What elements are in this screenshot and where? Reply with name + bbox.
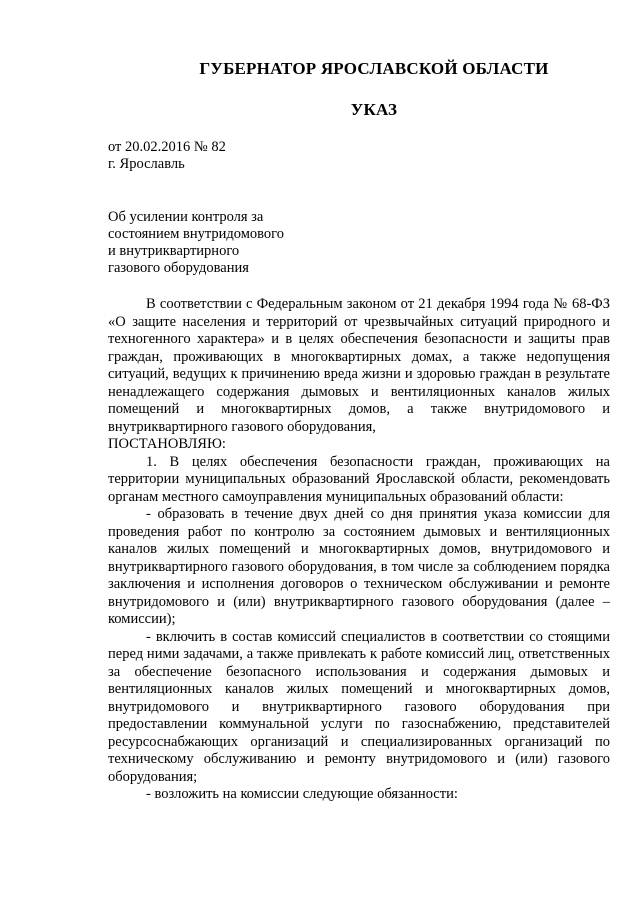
date-and-number: от 20.02.2016 № 82 xyxy=(108,139,226,155)
item-1-paragraph: 1. В целях обеспечения безопасности граждан, проживающих на территории муниципальных образований Ярославской области, рекомендовать органам местного самоуправления муниципальных образований области: xyxy=(108,453,610,505)
document-type: УКАЗ xyxy=(350,100,398,119)
city: г. Ярославль xyxy=(108,156,185,172)
subject-line: и внутриквартирного xyxy=(108,243,240,259)
preamble-paragraph: В соответствии с Федеральным законом от 21 декабря 1994 года № 68-ФЗ «О защите населения и территорий от чрезвычайных ситуаций природного и техногенного характера» и в целях обеспечения безопасности и защиты прав граждан, проживающих в многоквартирных домах, а также недопущения ситуаций, ведущих к причинению вреда жизни и здоровью граждан в результате ненадлежащего содержания дымовых и вентиляционных каналов жилых помещений и многоквартирных домов, а также внутридомового и внутриквартирного газового оборудования, xyxy=(108,296,610,435)
subitem-paragraph: - образовать в течение двух дней со дня принятия указа комиссии для проведения работ по контролю за состоянием дымовых и вентиляционных каналов жилых помещений и многоквартирных домов, внутридомового и внутриквартирного газового оборудования, в том числе за соблюдением порядка заключения и исполнения договоров о техническом обслуживании и ремонте внутридомового и (или) внутриквартирного газового оборудования (далее – комиссии); xyxy=(108,506,610,627)
subject-line: газового оборудования xyxy=(108,260,249,276)
subject-line: Об усилении контроля за xyxy=(108,209,264,225)
issuing-authority: ГУБЕРНАТОР ЯРОСЛАВСКОЙ ОБЛАСТИ xyxy=(199,59,549,78)
subitem-paragraph: - возложить на комиссии следующие обязанности: xyxy=(146,786,458,802)
document-subject xyxy=(108,209,284,277)
subject-line: состоянием внутридомового xyxy=(108,226,285,242)
document-body xyxy=(108,296,610,804)
subitem-paragraph: - включить в состав комиссий специалистов в соответствии со стоящими перед ними задачами, а также привлекать к работе комиссий лиц, ответственных за обеспечение безопасного использования и содержания дымовых и вентиляционных каналов жилых помещений и многоквартирных домов, внутридомового и внутриквартирного газового оборудования при предоставлении коммунальной услуги по газоснабжению, представителей ресурсоснабжающих организаций и специализированных организаций по техническому обслуживанию и ремонту внутридомового и (или) газового оборудования; xyxy=(108,628,610,785)
decree-word: ПОСТАНОВЛЯЮ: xyxy=(108,436,226,452)
